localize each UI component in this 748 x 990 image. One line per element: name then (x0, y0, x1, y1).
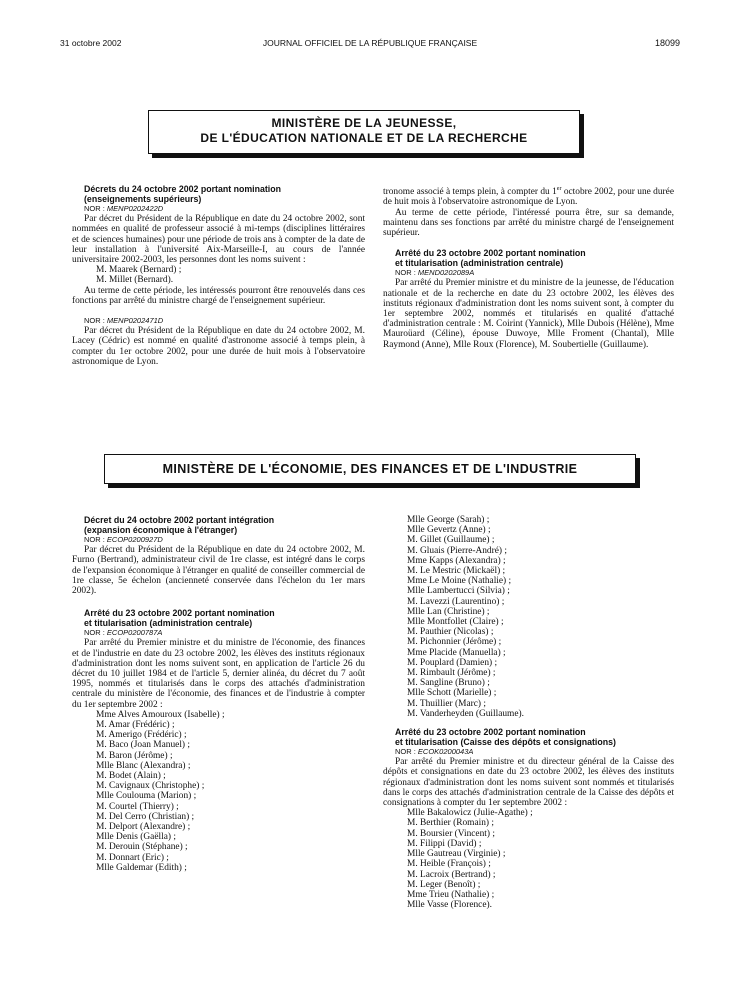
paragraph: Par décret du Président de la République en date du 24 octobre 2002, M. Furno (Bertrand), administrateur civil de 1re classe, est intégré dans le corps de l'expansion économique à l'étranger en qualité de conseiller commercial de 1re classe, 5e échelon (ancienneté conservée dans l'échelon du 1er mars 2002). (72, 545, 365, 597)
column-upper-left (72, 184, 365, 367)
name-list-item: M. Berthier (Romain) ; (407, 818, 494, 829)
name-list-item: M. Leger (Benoît) ; (407, 879, 481, 890)
name-list-item: Mlle Galdemar (Edith) ; (96, 862, 187, 873)
section-title: Arrêté du 23 octobre 2002 portant nomination (395, 727, 586, 738)
name-list-item: M. Vanderheyden (Guillaume). (407, 708, 524, 719)
ministry-heading-line1: MINISTÈRE DE LA JEUNESSE, (271, 116, 457, 130)
name-list-item: M. Lavezzi (Laurentino) ; (407, 596, 505, 607)
nor-reference: NOR : MEND0202089A (395, 268, 475, 278)
name-list-item: Mme Placide (Manuella) ; (407, 647, 506, 658)
name-list-item: M. Courtel (Thierry) ; (96, 801, 179, 812)
name-list-item: Mlle Bakalowicz (Julie-Agathe) ; (407, 808, 533, 819)
name-list-item: M. Amar (Frédéric) ; (96, 720, 175, 731)
paragraph: Par arrêté du Premier ministre et du ministre de la jeunesse, de l'éducation nationale et de la recherche en date du 23 octobre 2002, les élèves des instituts régionaux d'administration dont les noms suivent sont, à compter du 1er septembre 2002, nommés et titularisés en qualité d'attaché d'administration centrale : M. Coirint (Yannick), Mlle Dubois (Hélène), Mme Mauroüard (Céline), épouse Duwoye, Mlle Froment (Chantal), Mlle Raymond (Anne), Mlle Roux (Florence), M. Soubertielle (Guillaume). (383, 278, 674, 350)
section-subtitle: et titularisation (administration centrale) (84, 618, 253, 629)
name-list-item: Mlle Vasse (Florence). (407, 900, 492, 911)
name-list-item: M. Derouin (Stéphane) ; (96, 842, 188, 853)
name-list-item: M. Pouplard (Damien) ; (407, 657, 498, 668)
section-title: Décret du 24 octobre 2002 portant intégration (84, 515, 275, 525)
nor-reference: NOR : ECOK0200043A (395, 747, 474, 757)
paragraph: Au terme de cette période, les intéressés pourront être renouvelés dans ces fonctions par arrêté du ministre chargé de l'enseignement supérieur. (72, 285, 365, 306)
nor-reference: NOR : MENP0202422D (84, 204, 164, 213)
name-list-item: Mlle Lan (Christine) ; (407, 606, 490, 617)
column-lower-left (72, 515, 365, 873)
ministry-heading-education (148, 110, 580, 154)
header-date: 31 octobre 2002 (60, 38, 122, 48)
list-item: M. Maarek (Bernard) ; (96, 265, 182, 276)
name-list-item: Mlle Schott (Marielle) ; (407, 688, 497, 699)
header-journal-title: JOURNAL OFFICIEL DE LA RÉPUBLIQUE FRANÇAISE (262, 38, 478, 48)
name-list-item: M. Pauthier (Nicolas) ; (407, 627, 494, 638)
name-list-item: M. Delport (Alexandre) ; (96, 822, 191, 833)
name-list-item: Mlle Gautreau (Virginie) ; (407, 849, 506, 860)
name-list-item: M. Amerigo (Frédéric) ; (96, 730, 187, 741)
page-header (60, 38, 680, 52)
name-list-item: M. Pichonnier (Jérôme) ; (407, 637, 502, 648)
name-list-item: M. Cavignaux (Christophe) ; (96, 781, 205, 792)
ministry-heading-economy: MINISTÈRE DE L'ÉCONOMIE, DES FINANCES ET DE L'INDUSTRIE (104, 454, 636, 484)
section-title: Arrêté du 23 octobre 2002 portant nomination (84, 608, 275, 619)
name-list-item: M. Filippi (David) ; (407, 838, 482, 849)
name-list-item: Mme Alves Amouroux (Isabelle) ; (96, 709, 225, 720)
paragraph: Par décret du Président de la République en date du 24 octobre 2002, M. Lacey (Cédric) est nommé en qualité d'astronome associé à temps plein, à compter du 1er octobre 2002, pour une durée de huit mois à l'observatoire astronomique de Lyon. (72, 326, 365, 367)
name-list-item: M. Heible (François) ; (407, 859, 491, 870)
name-list-item: M. Sangline (Bruno) ; (407, 678, 490, 689)
name-list-item: Mme Le Moine (Nathalie) ; (407, 576, 512, 587)
name-list-item: Mlle Lambertucci (Silvia) ; (407, 586, 510, 597)
name-list-item: Mme Kapps (Alexandra) ; (407, 555, 506, 566)
name-list-item: Mme Trieu (Nathalie) ; (407, 889, 495, 900)
list-item: M. Millet (Bernard). (96, 275, 174, 286)
paragraph: Au terme de cette période, l'intéressé pourra être, sur sa demande, maintenu dans ses fonctions par arrêté du ministre chargé de l'enseignement supérieur. (383, 207, 674, 238)
paragraph: Par décret du Président de la République en date du 24 octobre 2002, sont nommées en qualité de professeur associé à mi-temps (disciplines littéraires et de sciences humaines) pour une période de trois ans à compter de la date de leur installation à l'université Aix-Marseille-I, au cours de l'année universitaire 2002-2003, les personnes dont les noms suivent : (72, 214, 365, 266)
name-list-item: M. Le Mestric (Mickaël) ; (407, 566, 506, 577)
name-list-item: M. Lacroix (Bertrand) ; (407, 869, 496, 880)
name-list-item: M. Del Cerro (Christian) ; (96, 811, 195, 822)
section-title: Décrets du 24 octobre 2002 portant nomination (84, 184, 281, 194)
names-list-caisse (383, 808, 674, 910)
name-list-item: Mlle Montfollet (Claire) ; (407, 617, 504, 628)
names-list-left (72, 710, 365, 873)
column-upper-right (383, 184, 674, 350)
name-list-item: M. Baco (Joan Manuel) ; (96, 740, 190, 751)
section-subtitle: et titularisation (administration centrale) (395, 258, 564, 269)
name-list-item: Mlle Denis (Gaëlla) ; (96, 832, 176, 843)
name-list-item: M. Baron (Jérôme) ; (96, 750, 173, 761)
name-list-item: M. Thuillier (Marc) ; (407, 698, 486, 709)
name-list-item: M. Donnart (Eric) ; (96, 852, 169, 863)
name-list-item: Mlle Coulouma (Marion) ; (96, 791, 197, 802)
paragraph: Par arrêté du Premier ministre et du directeur général de la Caisse des dépôts et consignations en date du 23 octobre 2002, les élèves des instituts régionaux d'administration dont les noms suivent sont nommés et titularisés dans le corps des attachés d'administration centrale de la Caisse des dépôts et consignations à compter du 1er septembre 2002 : (383, 757, 674, 809)
section-subtitle: (expansion économique à l'étranger) (84, 525, 238, 535)
nor-reference: NOR : ECOP0200787A (84, 628, 163, 638)
name-list-item: Mlle Gevertz (Anne) ; (407, 525, 491, 536)
paragraph-continued: tronome associé à temps plein, à compter du 1er octobre 2002, pour une durée de huit mois à l'observatoire astronomique de Lyon. (383, 186, 674, 208)
name-list-item: M. Bodet (Alain) ; (96, 771, 166, 782)
section-subtitle: et titularisation (Caisse des dépôts et consignations) (395, 737, 616, 748)
paragraph: Par arrêté du Premier ministre et du ministre de l'économie, des finances et de l'industrie en date du 23 octobre 2002, les élèves des instituts régionaux d'administration dont les noms suivent sont, en application de l'article 26 du décret du 10 juillet 1984 et de l'article 5, dernier alinéa, du décret du 7 août 1995, nommés et titularisés dans le corps des attachés d'administration centrale du ministère de l'économie, des finances et de l'industrie à compter du 1er septembre 2002 : (72, 638, 365, 710)
name-list-item: Mlle Blanc (Alexandra) ; (96, 760, 191, 771)
ministry-heading-line2: DE L'ÉDUCATION NATIONALE ET DE LA RECHERCHE (200, 131, 528, 145)
column-lower-right (383, 515, 674, 910)
nor-reference: NOR : ECOP0200927D (84, 535, 163, 544)
names-list-right (383, 515, 674, 719)
nor-reference: NOR : MENP0202471D (84, 316, 164, 326)
section-subtitle: (enseignements supérieurs) (84, 194, 202, 204)
name-list-item: M. Boursier (Vincent) ; (407, 828, 495, 839)
name-list-item: M. Rimbault (Jérôme) ; (407, 668, 496, 679)
header-page-number: 18099 (654, 38, 680, 48)
section-title: Arrêté du 23 octobre 2002 portant nomination (395, 248, 586, 259)
name-list-item: M. Gillet (Guillaume) ; (407, 535, 495, 546)
name-list-item: Mlle George (Sarah) ; (407, 515, 490, 525)
name-list-item: M. Gluais (Pierre-André) ; (407, 545, 507, 556)
